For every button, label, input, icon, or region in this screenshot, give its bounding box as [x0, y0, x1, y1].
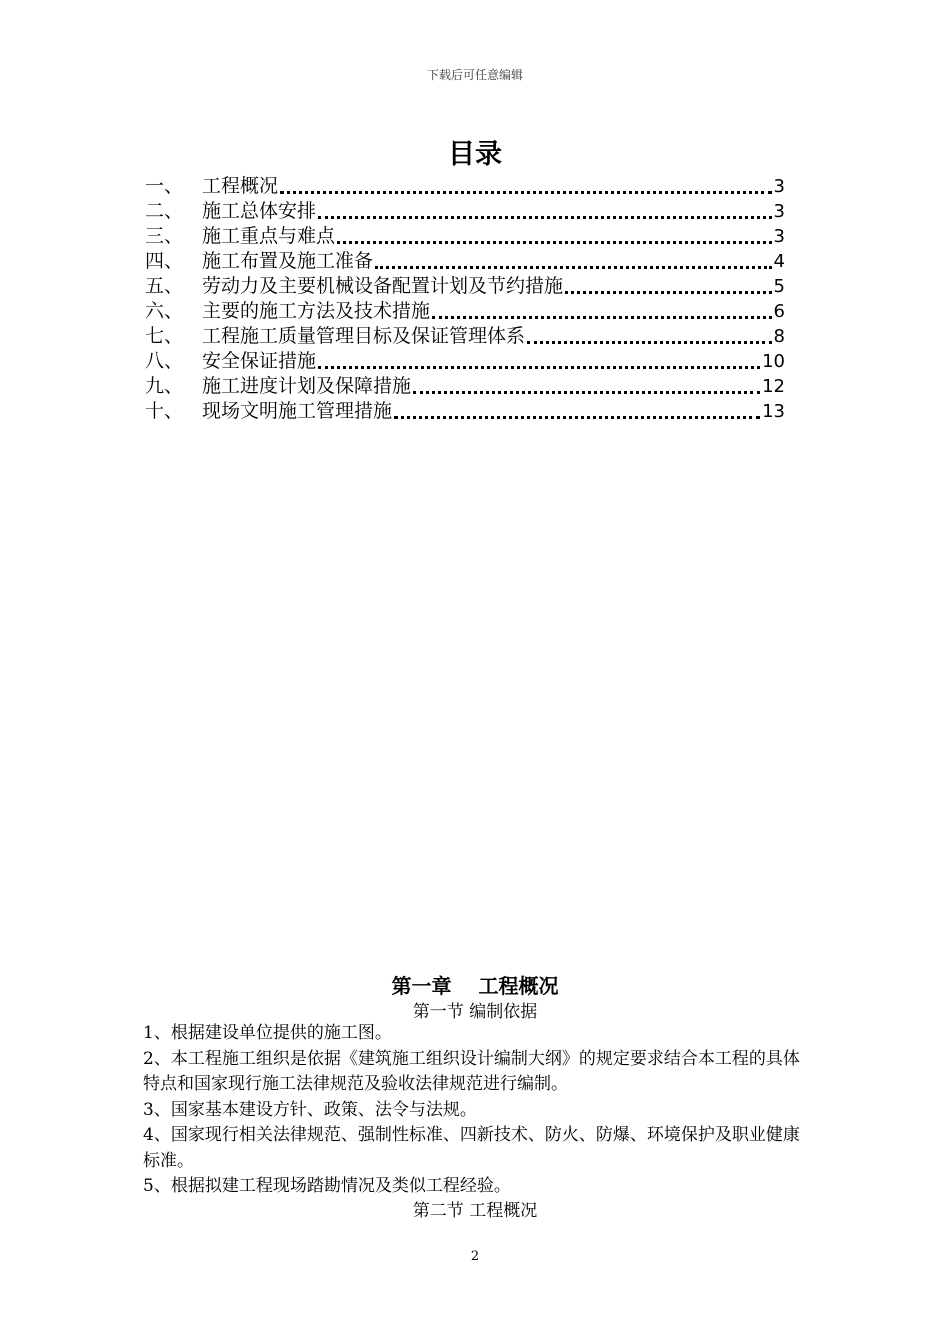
toc-entry-number: 七、	[145, 325, 184, 347]
paragraph: 2、本工程施工组织是依据《建筑施工组织设计编制大纲》的规定要求结合本工程的具体特点和国家现行施工法律规范及验收法律规范进行编制。	[143, 1048, 800, 1094]
paragraph: 4、国家现行相关法律规范、强制性标准、四新技术、防火、防爆、环境保护及职业健康标准。	[143, 1125, 800, 1171]
toc-leader-dots	[413, 391, 760, 394]
toc-entry-label: 施工总体安排	[202, 200, 317, 222]
toc-title: 目录	[448, 139, 502, 170]
toc-entry[interactable]	[145, 224, 785, 249]
toc-entry[interactable]	[145, 249, 785, 274]
toc-leader-dots	[318, 366, 760, 369]
section-title: 第一节 编制依据	[412, 1002, 538, 1022]
toc-entry[interactable]	[145, 374, 785, 399]
toc-entry[interactable]	[145, 274, 785, 299]
toc-leader-dots	[432, 316, 772, 319]
toc-entry-page: 8	[773, 326, 785, 347]
toc-entry-number: 十、	[145, 400, 184, 422]
page-number: 2	[470, 1249, 480, 1264]
toc-entry-label: 工程概况	[202, 175, 279, 197]
toc-entry-label: 劳动力及主要机械设备配置计划及节约措施	[202, 275, 564, 297]
toc-entry[interactable]	[145, 174, 785, 199]
toc-entry-number: 四、	[145, 250, 184, 272]
toc-leader-dots	[337, 241, 772, 244]
toc-entry-label: 施工重点与难点	[202, 225, 336, 247]
toc-entry-label: 工程施工质量管理目标及保证管理体系	[202, 325, 526, 347]
chapter-title: 第一章 工程概况	[391, 974, 559, 998]
toc-entry-number: 八、	[145, 350, 184, 372]
paragraph: 5、根据拟建工程现场踏勘情况及类似工程经验。	[143, 1176, 511, 1196]
toc-entry-page: 10	[762, 351, 785, 372]
toc-entry-label: 施工布置及施工准备	[202, 250, 374, 272]
toc-entry[interactable]	[145, 199, 785, 224]
toc-entry-page: 3	[773, 226, 785, 247]
toc-leader-dots	[527, 341, 772, 344]
toc-entry-number: 九、	[145, 375, 184, 397]
toc-entry-label: 安全保证措施	[202, 350, 317, 372]
paragraph: 1、根据建设单位提供的施工图。	[143, 1023, 392, 1043]
toc-leader-dots	[565, 291, 772, 294]
toc-entry-label: 主要的施工方法及技术措施	[202, 300, 431, 322]
toc-entry-page: 12	[762, 376, 785, 397]
paragraph: 3、国家基本建设方针、政策、法令与法规。	[143, 1099, 477, 1120]
toc-entry-number: 三、	[145, 225, 184, 247]
table-of-contents	[145, 174, 785, 424]
toc-entry-page: 6	[773, 301, 785, 322]
toc-entry-page: 13	[762, 401, 785, 422]
toc-leader-dots	[280, 191, 772, 194]
toc-entry[interactable]	[145, 349, 785, 374]
toc-entry[interactable]	[145, 399, 785, 424]
toc-entry-number: 六、	[145, 300, 184, 322]
toc-entry[interactable]	[145, 299, 785, 324]
toc-leader-dots	[375, 266, 772, 269]
toc-entry[interactable]	[145, 324, 785, 349]
toc-entry-page: 3	[773, 201, 785, 222]
toc-leader-dots	[318, 216, 772, 219]
toc-leader-dots	[394, 416, 760, 419]
page-header-note: 下载后可任意编辑	[426, 68, 523, 82]
toc-entry-page: 4	[773, 251, 785, 272]
toc-entry-number: 五、	[145, 275, 184, 297]
toc-entry-number: 一、	[145, 175, 184, 197]
section-title: 第二节 工程概况	[412, 1201, 538, 1221]
toc-entry-label: 现场文明施工管理措施	[202, 400, 393, 422]
toc-entry-page: 5	[773, 276, 785, 297]
toc-entry-number: 二、	[145, 200, 184, 222]
toc-entry-page: 3	[773, 176, 785, 197]
chapter-body	[143, 1021, 813, 1200]
toc-entry-label: 施工进度计划及保障措施	[202, 375, 412, 397]
